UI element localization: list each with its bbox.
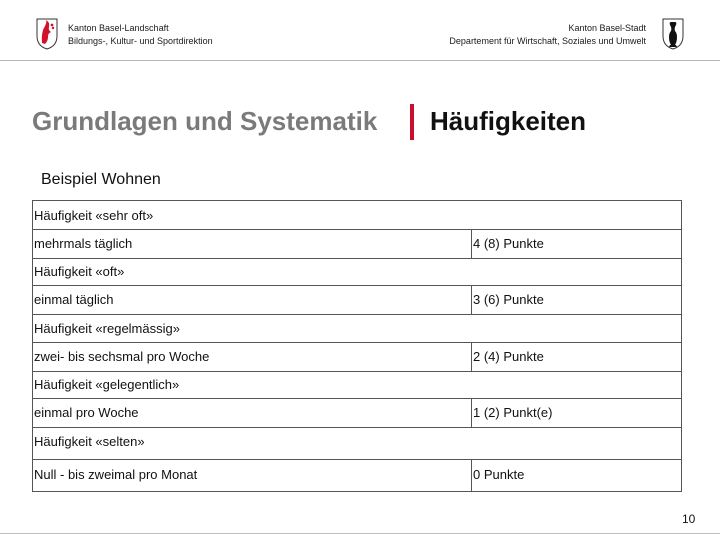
header-right-line1: Kanton Basel-Stadt — [568, 23, 646, 33]
row-divider — [33, 427, 681, 428]
header-right-line2: Departement für Wirtschaft, Soziales und Umwelt — [449, 36, 646, 46]
section-description: einmal täglich — [34, 292, 114, 307]
page-number: 10 — [682, 512, 696, 526]
row-divider — [33, 258, 681, 259]
subtitle: Beispiel Wohnen — [41, 171, 161, 188]
header-left — [68, 22, 213, 48]
section-points: 1 (2) Punkt(e) — [473, 405, 553, 420]
section-description: einmal pro Woche — [34, 405, 139, 420]
header-divider — [0, 60, 720, 61]
row-divider — [33, 342, 681, 343]
header-right — [449, 22, 646, 48]
column-divider — [471, 342, 472, 371]
section-heading: Häufigkeit «gelegentlich» — [34, 377, 180, 392]
section-points: 0 Punkte — [473, 467, 525, 482]
row-divider — [33, 371, 681, 372]
section-heading: Häufigkeit «sehr oft» — [34, 208, 154, 223]
title-separator — [410, 104, 414, 140]
section-points: 2 (4) Punkte — [473, 349, 544, 364]
title-right: Häufigkeiten — [430, 106, 587, 136]
baselstadt-crest-icon — [662, 18, 684, 50]
section-points: 4 (8) Punkte — [473, 236, 544, 251]
baselland-crest-icon — [36, 18, 58, 50]
column-divider — [471, 229, 472, 258]
section-heading: Häufigkeit «selten» — [34, 434, 145, 449]
header-left-line2: Bildungs-, Kultur- und Sportdirektion — [68, 36, 213, 46]
column-divider — [471, 459, 472, 492]
title-left: Grundlagen und Systematik — [32, 106, 378, 136]
section-heading: Häufigkeit «oft» — [34, 264, 125, 279]
row-divider — [33, 459, 681, 460]
section-description: Null - bis zweimal pro Monat — [34, 467, 198, 482]
header-left-line1: Kanton Basel-Landschaft — [68, 23, 169, 33]
row-divider — [33, 398, 681, 399]
row-divider — [33, 314, 681, 315]
row-divider — [33, 229, 681, 230]
section-description: zwei- bis sechsmal pro Woche — [34, 349, 210, 364]
column-divider — [471, 398, 472, 427]
column-divider — [471, 285, 472, 314]
section-heading: Häufigkeit «regelmässig» — [34, 321, 180, 336]
footer-divider — [0, 533, 720, 534]
frequency-table — [32, 200, 682, 492]
row-divider — [33, 285, 681, 286]
section-points: 3 (6) Punkte — [473, 292, 544, 307]
section-description: mehrmals täglich — [34, 236, 133, 251]
